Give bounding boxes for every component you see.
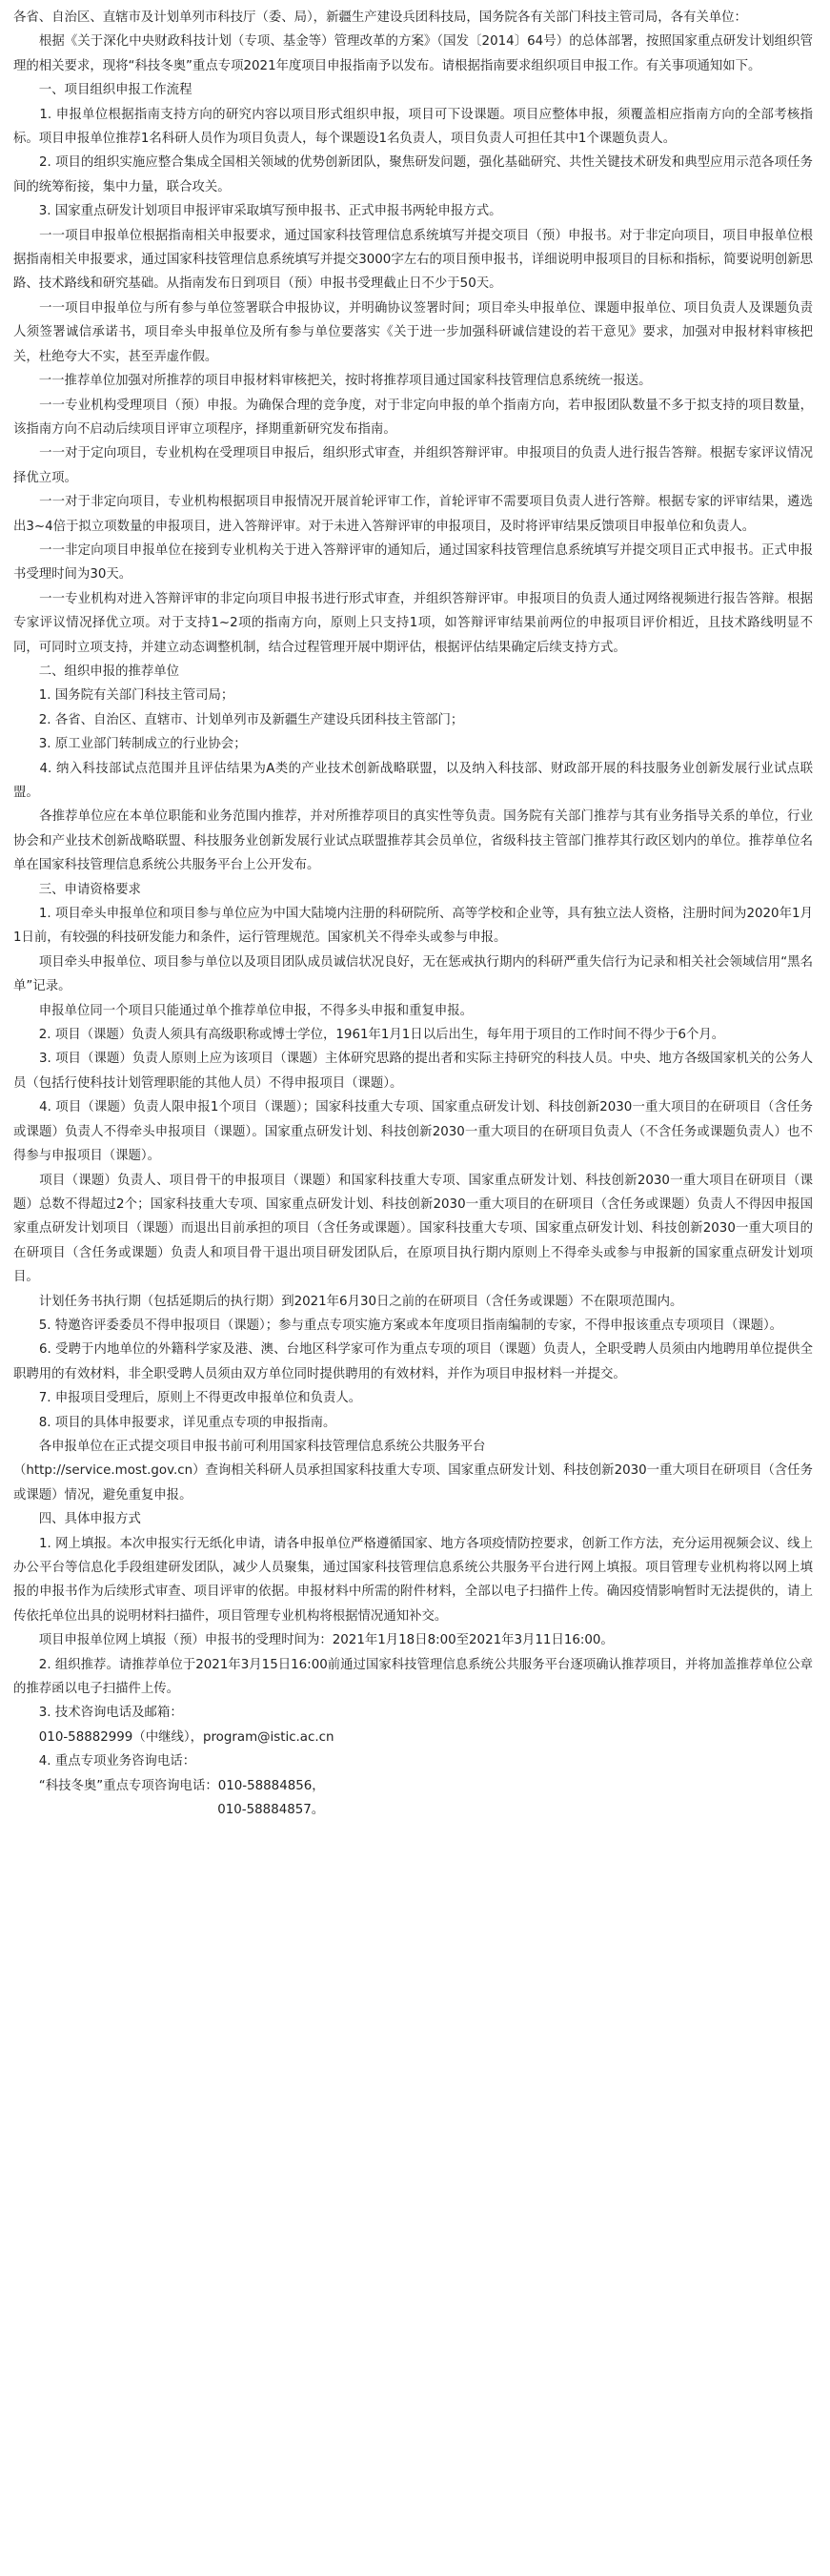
intro-paragraph: 根据《关于深化中央财政科技计划（专项、基金等）管理改革的方案》（国发〔2014〕64号）的总体部署，按照国家重点研发计划组织管理的相关要求，现将“科技冬奥”重点专项2021年度项目申报指南予以发布。请根据指南要求组织项目申报工作。有关事项通知如下。 <box>13 34 813 73</box>
section-heading-3: 三、申请资格要求 <box>13 882 141 897</box>
section-3-item-5: 5. 特邀咨评委委员不得申报项目（课题）；参与重点专项实施方案或本年度项目指南编制的专家，不得申报该重点专项项目（课题）。 <box>13 1318 783 1333</box>
section-3-query-note: 各申报单位在正式提交项目申报书前可利用国家科技管理信息系统公共服务平台 <box>13 1439 486 1454</box>
section-1-step-5: 一一对于定向项目，专业机构在受理项目申报后，组织形式审查，并组织答辩评审。申报项目的负责人进行报告答辩。根据专家评议情况择优立项。 <box>13 446 813 485</box>
section-4-item-3: 3. 技术咨询电话及邮箱： <box>13 1706 183 1721</box>
section-4-item-4: 4. 重点专项业务咨询电话： <box>13 1754 196 1769</box>
section-3-item-4-note-a: 项目（课题）负责人、项目骨干的申报项目（课题）和国家科技重大专项、国家重点研发计划、科技创新2030一重大项目在研项目（课题）总数不得超过2个；国家科技重大专项、国家重点研发计划、科技创新2030一重大项目的在研项目（含任务或课题）负责人不得因申报国家重点研发计划项目（课题）而退出目前承担的项目（含任务或课题）。国家科技重大专项、国家重点研发计划、科技创新2030一重大项目的在研项目（含任务或课题）负责人和项目骨干退出项目研发团队后，在原项目执行期内原则上不得牵头或参与申报新的国家重点研发计划项目。 <box>13 1173 813 1285</box>
section-3-item-1-note-a: 项目牵头申报单位、项目参与单位以及项目团队成员诚信状况良好，无在惩戒执行期内的科研严重失信行为记录和相关社会领域信用“黑名单”记录。 <box>13 954 813 994</box>
section-3-item-7: 7. 申报项目受理后，原则上不得更改申报单位和负责人。 <box>13 1391 362 1406</box>
section-4-item-2: 2. 组织推荐。请推荐单位于2021年3月15日16:00前通过国家科技管理信息系统公共服务平台逐项确认推荐项目，并将加盖推荐单位公章的推荐函以电子扫描件上传。 <box>13 1657 813 1697</box>
section-3-item-8: 8. 项目的具体申报要求，详见重点专项的申报指南。 <box>13 1415 336 1430</box>
section-3-item-1: 1. 项目牵头申报单位和项目参与单位应为中国大陆境内注册的科研院所、高等学校和企业等，具有独立法人资格，注册时间为2020年1月1日前，有较强的科技研发能力和条件，运行管理规范。国家机关不得牵头或参与申报。 <box>13 907 813 946</box>
section-3-item-3: 3. 项目（课题）负责人原则上应为该项目（课题）主体研究思路的提出者和实际主持研究的科技人员。中央、地方各级国家机关的公务人员（包括行使科技计划管理职能的其他人员）不得申报项目（课题）。 <box>13 1052 813 1091</box>
section-3-query-url: （http://service.most.gov.cn）查询相关科研人员承担国家科技重大专项、国家重点研发计划、科技创新2030一重大项目在研项目（含任务或课题）情况，避免重复申报。 <box>13 1463 813 1503</box>
section-1-step-2: 一一项目申报单位与所有参与单位签署联合申报协议，并明确协议签署时间；项目牵头申报单位、课题申报单位、项目负责人及课题负责人须签署诚信承诺书，项目牵头申报单位及所有参与单位要落实《关于进一步加强科研诚信建设的若干意见》要求，加强对申报材料审核把关，杜绝夸大不实，甚至弄虚作假。 <box>13 300 813 364</box>
section-1-item-3: 3. 国家重点研发计划项目申报评审采取填写预申报书、正式申报书两轮申报方式。 <box>13 204 502 219</box>
section-2-item-4: 4. 纳入科技部试点范围并且评估结果为A类的产业技术创新战略联盟，以及纳入科技部、财政部开展的科技服务业创新发展行业试点联盟。 <box>13 761 813 800</box>
section-heading-1: 一、项目组织申报工作流程 <box>13 83 192 98</box>
tech-contact-line: 010-58882999（中继线），program@istic.ac.cn <box>13 1729 334 1745</box>
section-2-note: 各推荐单位应在本单位职能和业务范围内推荐，并对所推荐项目的真实性等负责。国务院有关部门推荐与其有业务指导关系的单位，行业协会和产业技术创新战略联盟、科技服务业创新发展行业试点联盟推荐其会员单位，省级科技主管部门推荐其行政区划内的单位。推荐单位名单在国家科技管理信息系统公共服务平台上公开发布。 <box>13 809 813 873</box>
section-1-step-7: 一一非定向项目申报单位在接到专业机构关于进入答辩评审的通知后，通过国家科技管理信息系统填写并提交项目正式申报书。正式申报书受理时间为30天。 <box>13 542 813 583</box>
business-phone-line-1: “科技冬奥”重点专项咨询电话：010-58884856， <box>13 1778 325 1793</box>
addressee-line: 各省、自治区、直辖市及计划单列市科技厅（委、局），新疆生产建设兵团科技局，国务院各有关部门科技主管司局，各有关单位： <box>13 10 747 25</box>
section-1-step-6: 一一对于非定向项目，专业机构根据项目申报情况开展首轮评审工作，首轮评审不需要项目负责人进行答辩。根据专家的评审结果，遴选出3~4倍于拟立项数量的申报项目，进入答辩评审。对于未进入答辩评审的申报项目，及时将评审结果反馈项目申报单位和负责人。 <box>13 495 813 534</box>
section-heading-2: 二、组织申报的推荐单位 <box>13 664 180 679</box>
section-3-item-4: 4. 项目（课题）负责人限申报1个项目（课题）；国家科技重大专项、国家重点研发计划、科技创新2030一重大项目的在研项目（含任务或课题）负责人不得牵头申报项目（课题）。国家重点研发计划、科技创新2030一重大项目的在研项目负责人（不含任务或课题负责人）也不得参与申报项目（课题）。 <box>13 1100 813 1164</box>
section-1-step-4: 一一专业机构受理项目（预）申报。为确保合理的竞争度，对于非定向申报的单个指南方向，若申报团队数量不多于拟支持的项目数量，该指南方向不启动后续项目评审立项程序，择期重新研究发布指南。 <box>13 398 813 437</box>
section-1-item-1: 1. 申报单位根据指南支持方向的研究内容以项目形式组织申报，项目可下设课题。项目应整体申报，须覆盖相应指南方向的全部考核指标。项目申报单位推荐1名科研人员作为项目负责人，每个课题设1名负责人，项目负责人可担任其中1个课题负责人。 <box>13 107 813 147</box>
section-heading-4: 四、具体申报方式 <box>13 1512 141 1527</box>
section-1-step-8: 一一专业机构对进入答辩评审的非定向项目申报书进行形式审查，并组织答辩评审。申报项目的负责人通过网络视频进行报告答辩。根据专家评议情况择优立项。对于支持1~2项的指南方向，原则上只支持1项，如答辩评审结果前两位的申报项目评价相近，且技术路线明显不同，可同时立项支持，并建立动态调整机制，结合过程管理开展中期评估，根据评估结果确定后续支持方式。 <box>13 591 813 655</box>
section-2-item-1: 1. 国务院有关部门科技主管司局； <box>13 688 234 704</box>
section-2-item-3: 3. 原工业部门转制成立的行业协会； <box>13 737 247 752</box>
section-2-item-2: 2. 各省、自治区、直辖市、计划单列市及新疆生产建设兵团科技主管部门； <box>13 712 464 727</box>
section-3-item-6: 6. 受聘于内地单位的外籍科学家及港、澳、台地区科学家可作为重点专项的项目（课题）负责人，全职受聘人员须由内地聘用单位提供全职聘用的有效材料，非全职受聘人员须由双方单位同时提供聘用的有效材料，并作为项目申报材料一并提交。 <box>13 1342 813 1381</box>
section-3-item-2: 2. 项目（课题）负责人须具有高级职称或博士学位，1961年1月1日以后出生，每年用于项目的工作时间不得少于6个月。 <box>13 1028 725 1043</box>
section-3-item-4-note-b: 计划任务书执行期（包括延期后的执行期）到2021年6月30日之前的在研项目（含任务或课题）不在限项范围内。 <box>13 1294 683 1309</box>
section-3-item-1-note-b: 申报单位同一个项目只能通过单个推荐单位申报，不得多头申报和重复申报。 <box>13 1003 474 1018</box>
section-1-step-1: 一一项目申报单位根据指南相关申报要求，通过国家科技管理信息系统填写并提交项目（预）申报书。对于非定向项目，项目申报单位根据指南相关申报要求，通过国家科技管理信息系统填写并提交3000字左右的项目预申报书，详细说明申报项目的目标和指标，简要说明创新思路、技术路线和研究基础。从指南发布日到项目（预）申报书受理截止日不少于50天。 <box>13 228 813 292</box>
business-phone-line-2: 010-58884857。 <box>13 1803 325 1818</box>
section-4-item-1: 1. 网上填报。本次申报实行无纸化申请，请各申报单位严格遵循国家、地方各项疫情防控要求，创新工作方法，充分运用视频会议、线上办公平台等信息化手段组建研发团队，减少人员聚集，通过国家科技管理信息系统公共服务平台进行网上填报。项目管理专业机构将以网上填报的申报书作为后续形式审查、项目评审的依据。申报材料中所需的附件材料，全部以电子扫描件上传。确因疫情影响暂时无法提供的，请上传依托单位出具的说明材料扫描件，项目管理专业机构将根据情况通知补交。 <box>13 1536 813 1624</box>
section-1-item-2: 2. 项目的组织实施应整合集成全国相关领域的优势创新团队，聚焦研发问题，强化基础研究、共性关键技术研发和典型应用示范各项任务间的统筹衔接，集中力量，联合攻关。 <box>13 155 813 194</box>
section-1-step-3: 一一推荐单位加强对所推荐的项目申报材料审核把关，按时将推荐项目通过国家科技管理信息系统统一报送。 <box>13 374 652 389</box>
section-4-deadline: 项目申报单位网上填报（预）申报书的受理时间为：2021年1月18日8:00至2021年3月11日16:00。 <box>13 1633 614 1648</box>
